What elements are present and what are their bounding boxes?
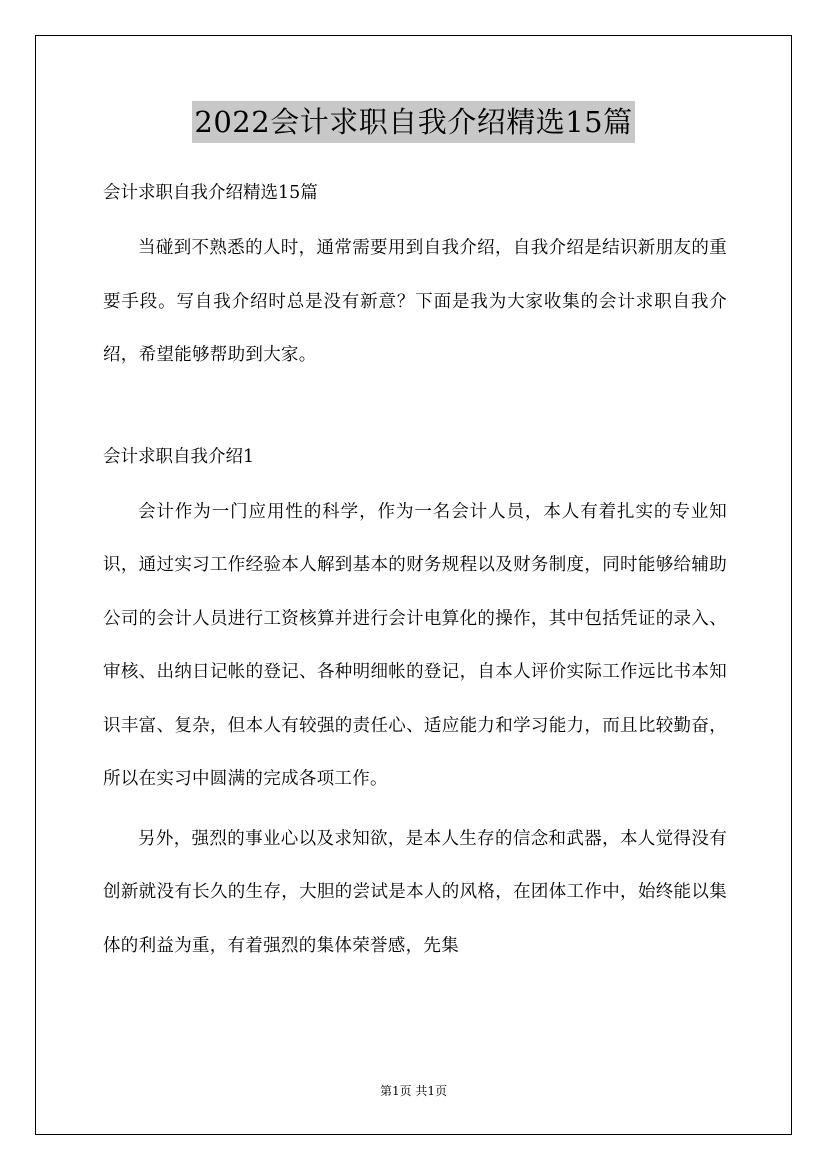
body-paragraph-1: 会计作为一门应用性的科学，作为一名会计人员，本人有着扎实的专业知识，通过实习工作经验本人解到基本的财务规程以及财务制度，同时能够给辅助公司的会计人员进行工资核算并进行会计电算化的操作，其中包括凭证的录入、审核、出纳日记帐的登记、各种明细帐的登记，自本人评价实际工作远比书本知识丰富、复杂，但本人有较强的责任心、适应能力和学习能力，而且比较勤奋，所以在实习中圆满的完成各项工作。 [103,501,727,789]
body-paragraph-2: 另外，强烈的事业心以及求知欲，是本人生存的信念和武器，本人觉得没有创新就没有长久的生存，大胆的尝试是本人的风格，在团体工作中，始终能以集体的利益为重，有着强烈的集体荣誉感，先集 [103,828,727,956]
document-title: 2022会计求职自我介绍精选15篇 [192,101,634,143]
title-container [0,101,827,143]
document-body [103,170,727,973]
page-number: 第1页 共1页 [379,1084,448,1098]
page-footer [0,1083,827,1099]
document-subtitle: 会计求职自我介绍精选15篇 [103,183,318,203]
section-heading: 会计求职自我介绍1 [103,446,255,467]
intro-paragraph: 当碰到不熟悉的人时，通常需要用到自我介绍，自我介绍是结识新朋友的重要手段。写自我介绍时总是没有新意？下面是我为大家收集的会计求职自我介绍，希望能够帮助到大家。 [103,238,727,365]
